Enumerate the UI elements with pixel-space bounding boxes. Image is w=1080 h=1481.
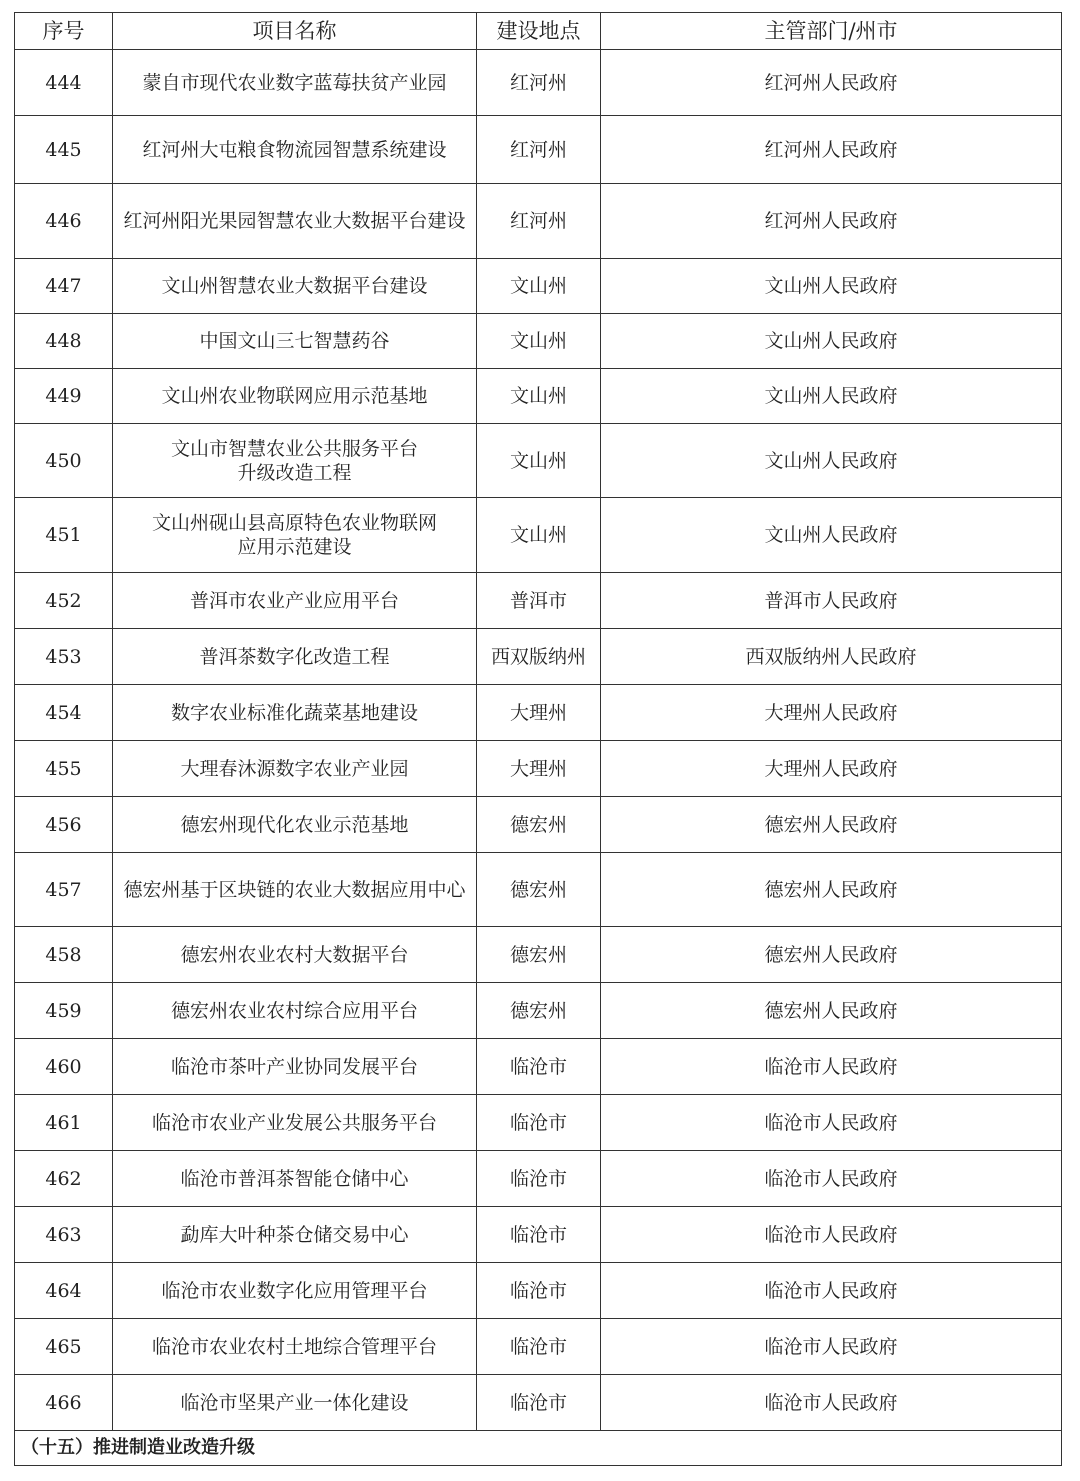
supervising-department: 红河州人民政府 bbox=[601, 50, 1062, 116]
project-name bbox=[113, 983, 477, 1039]
table-row bbox=[15, 1319, 1062, 1375]
row-number: 449 bbox=[15, 369, 113, 424]
project-name bbox=[113, 797, 477, 853]
project-name bbox=[113, 1263, 477, 1319]
project-name-line: 文山州农业物联网应用示范基地 bbox=[161, 385, 428, 407]
row-number: 458 bbox=[15, 927, 113, 983]
construction-location: 大理州 bbox=[477, 741, 601, 797]
project-name bbox=[113, 685, 477, 741]
project-name bbox=[113, 184, 477, 259]
supervising-department: 文山州人民政府 bbox=[601, 424, 1062, 498]
supervising-department: 文山州人民政府 bbox=[601, 259, 1062, 314]
table-row bbox=[15, 573, 1062, 629]
table-row bbox=[15, 983, 1062, 1039]
project-name-line: 升级改造工程 bbox=[237, 461, 352, 484]
header-no: 序号 bbox=[15, 13, 113, 50]
header-department: 主管部门/州市 bbox=[601, 13, 1062, 50]
project-name-line: 红河州阳光果园智慧农业大数据平台建设 bbox=[123, 210, 466, 232]
table-row bbox=[15, 741, 1062, 797]
supervising-department: 临沧市人民政府 bbox=[601, 1263, 1062, 1319]
project-name-line: 临沧市坚果产业一体化建设 bbox=[180, 1391, 409, 1414]
construction-location: 文山州 bbox=[477, 259, 601, 314]
project-name bbox=[113, 741, 477, 797]
construction-location: 文山州 bbox=[477, 369, 601, 424]
project-name-line: 勐库大叶种茶仓储交易中心 bbox=[180, 1223, 409, 1246]
section-heading: （十五）推进制造业改造升级 bbox=[15, 1431, 1062, 1466]
project-name bbox=[113, 50, 477, 116]
table-row bbox=[15, 685, 1062, 741]
row-number: 460 bbox=[15, 1039, 113, 1095]
supervising-department: 红河州人民政府 bbox=[601, 184, 1062, 259]
supervising-department: 大理州人民政府 bbox=[601, 685, 1062, 741]
project-name bbox=[113, 116, 477, 184]
supervising-department: 德宏州人民政府 bbox=[601, 797, 1062, 853]
row-number: 457 bbox=[15, 853, 113, 927]
construction-location: 大理州 bbox=[477, 685, 601, 741]
project-name-line: 应用示范建设 bbox=[237, 536, 352, 558]
header-project-name: 项目名称 bbox=[113, 13, 477, 50]
project-name-line: 临沧市茶叶产业协同发展平台 bbox=[170, 1055, 418, 1078]
table-row bbox=[15, 498, 1062, 573]
table-row bbox=[15, 424, 1062, 498]
project-name-line: 普洱茶数字化改造工程 bbox=[199, 645, 390, 668]
supervising-department: 德宏州人民政府 bbox=[601, 983, 1062, 1039]
row-number: 447 bbox=[15, 259, 113, 314]
project-name bbox=[113, 369, 477, 424]
supervising-department: 临沧市人民政府 bbox=[601, 1319, 1062, 1375]
construction-location: 德宏州 bbox=[477, 983, 601, 1039]
table-row bbox=[15, 1095, 1062, 1151]
project-name bbox=[113, 1095, 477, 1151]
supervising-department: 大理州人民政府 bbox=[601, 741, 1062, 797]
project-name-line: 德宏州农业农村综合应用平台 bbox=[170, 999, 418, 1022]
construction-location: 文山州 bbox=[477, 498, 601, 573]
construction-location: 文山州 bbox=[477, 424, 601, 498]
project-name-line: 文山州砚山县高原特色农业物联网 bbox=[151, 512, 437, 534]
project-name-line: 文山市智慧农业公共服务平台 bbox=[170, 437, 418, 460]
supervising-department: 文山州人民政府 bbox=[601, 498, 1062, 573]
row-number: 456 bbox=[15, 797, 113, 853]
row-number: 462 bbox=[15, 1151, 113, 1207]
table-row bbox=[15, 50, 1062, 116]
section-heading-row bbox=[15, 1431, 1062, 1466]
row-number: 451 bbox=[15, 498, 113, 573]
construction-location: 临沧市 bbox=[477, 1039, 601, 1095]
construction-location: 德宏州 bbox=[477, 927, 601, 983]
project-name-line: 临沧市农业农村土地综合管理平台 bbox=[151, 1335, 437, 1358]
table-row bbox=[15, 116, 1062, 184]
document-page bbox=[14, 12, 1062, 1466]
row-number: 459 bbox=[15, 983, 113, 1039]
table-row bbox=[15, 1151, 1062, 1207]
project-name bbox=[113, 259, 477, 314]
project-name-line: 文山州智慧农业大数据平台建设 bbox=[161, 275, 428, 297]
table-body bbox=[15, 50, 1062, 1431]
project-name-line: 德宏州基于区块链的农业大数据应用中心 bbox=[123, 878, 466, 901]
project-name-line: 数字农业标准化蔬菜基地建设 bbox=[170, 701, 418, 724]
supervising-department: 临沧市人民政府 bbox=[601, 1375, 1062, 1431]
project-name bbox=[113, 424, 477, 498]
project-name-line: 红河州大屯粮食物流园智慧系统建设 bbox=[142, 138, 447, 161]
construction-location: 红河州 bbox=[477, 116, 601, 184]
construction-location: 普洱市 bbox=[477, 573, 601, 629]
project-name-line: 大理春沐源数字农业产业园 bbox=[180, 757, 409, 780]
row-number: 464 bbox=[15, 1263, 113, 1319]
construction-location: 临沧市 bbox=[477, 1375, 601, 1431]
table-row bbox=[15, 259, 1062, 314]
row-number: 454 bbox=[15, 685, 113, 741]
row-number: 446 bbox=[15, 184, 113, 259]
project-name-line: 德宏州现代化农业示范基地 bbox=[180, 813, 409, 836]
project-name-line: 临沧市农业产业发展公共服务平台 bbox=[151, 1111, 437, 1134]
supervising-department: 红河州人民政府 bbox=[601, 116, 1062, 184]
header-location: 建设地点 bbox=[477, 13, 601, 50]
construction-location: 德宏州 bbox=[477, 797, 601, 853]
project-name-line: 临沧市农业数字化应用管理平台 bbox=[161, 1279, 428, 1302]
construction-location: 临沧市 bbox=[477, 1151, 601, 1207]
table-row bbox=[15, 1207, 1062, 1263]
row-number: 444 bbox=[15, 50, 113, 116]
construction-location: 临沧市 bbox=[477, 1263, 601, 1319]
supervising-department: 德宏州人民政府 bbox=[601, 853, 1062, 927]
construction-location: 临沧市 bbox=[477, 1207, 601, 1263]
row-number: 450 bbox=[15, 424, 113, 498]
supervising-department: 临沧市人民政府 bbox=[601, 1151, 1062, 1207]
supervising-department: 临沧市人民政府 bbox=[601, 1039, 1062, 1095]
table-row bbox=[15, 853, 1062, 927]
construction-location: 临沧市 bbox=[477, 1095, 601, 1151]
construction-location: 文山州 bbox=[477, 314, 601, 369]
project-name bbox=[113, 1207, 477, 1263]
supervising-department: 临沧市人民政府 bbox=[601, 1207, 1062, 1263]
project-name-line: 临沧市普洱茶智能仓储中心 bbox=[180, 1167, 409, 1190]
construction-location: 临沧市 bbox=[477, 1319, 601, 1375]
table-row bbox=[15, 314, 1062, 369]
project-name-line: 德宏州农业农村大数据平台 bbox=[180, 943, 409, 966]
project-name bbox=[113, 498, 477, 573]
table-row bbox=[15, 1263, 1062, 1319]
table-row bbox=[15, 927, 1062, 983]
table-row bbox=[15, 797, 1062, 853]
table-row bbox=[15, 1375, 1062, 1431]
project-name bbox=[113, 314, 477, 369]
supervising-department: 文山州人民政府 bbox=[601, 369, 1062, 424]
project-name bbox=[113, 629, 477, 685]
supervising-department: 普洱市人民政府 bbox=[601, 573, 1062, 629]
table-row bbox=[15, 184, 1062, 259]
row-number: 461 bbox=[15, 1095, 113, 1151]
project-name-line: 中国文山三七智慧药谷 bbox=[199, 330, 390, 352]
supervising-department: 文山州人民政府 bbox=[601, 314, 1062, 369]
construction-location: 西双版纳州 bbox=[477, 629, 601, 685]
project-name bbox=[113, 1375, 477, 1431]
row-number: 452 bbox=[15, 573, 113, 629]
supervising-department: 西双版纳州人民政府 bbox=[601, 629, 1062, 685]
row-number: 453 bbox=[15, 629, 113, 685]
construction-location: 红河州 bbox=[477, 184, 601, 259]
row-number: 465 bbox=[15, 1319, 113, 1375]
project-name bbox=[113, 573, 477, 629]
row-number: 445 bbox=[15, 116, 113, 184]
row-number: 466 bbox=[15, 1375, 113, 1431]
table-header-row bbox=[15, 13, 1062, 50]
table-row bbox=[15, 369, 1062, 424]
project-name bbox=[113, 1151, 477, 1207]
project-name-line: 普洱市农业产业应用平台 bbox=[189, 589, 399, 612]
project-name bbox=[113, 927, 477, 983]
project-name bbox=[113, 1039, 477, 1095]
supervising-department: 临沧市人民政府 bbox=[601, 1095, 1062, 1151]
project-table bbox=[14, 12, 1062, 1466]
row-number: 463 bbox=[15, 1207, 113, 1263]
table-row bbox=[15, 1039, 1062, 1095]
row-number: 448 bbox=[15, 314, 113, 369]
project-name-line: 蒙自市现代农业数字蓝莓扶贫产业园 bbox=[142, 71, 447, 94]
row-number: 455 bbox=[15, 741, 113, 797]
project-name bbox=[113, 853, 477, 927]
supervising-department: 德宏州人民政府 bbox=[601, 927, 1062, 983]
table-row bbox=[15, 629, 1062, 685]
construction-location: 德宏州 bbox=[477, 853, 601, 927]
construction-location: 红河州 bbox=[477, 50, 601, 116]
project-name bbox=[113, 1319, 477, 1375]
